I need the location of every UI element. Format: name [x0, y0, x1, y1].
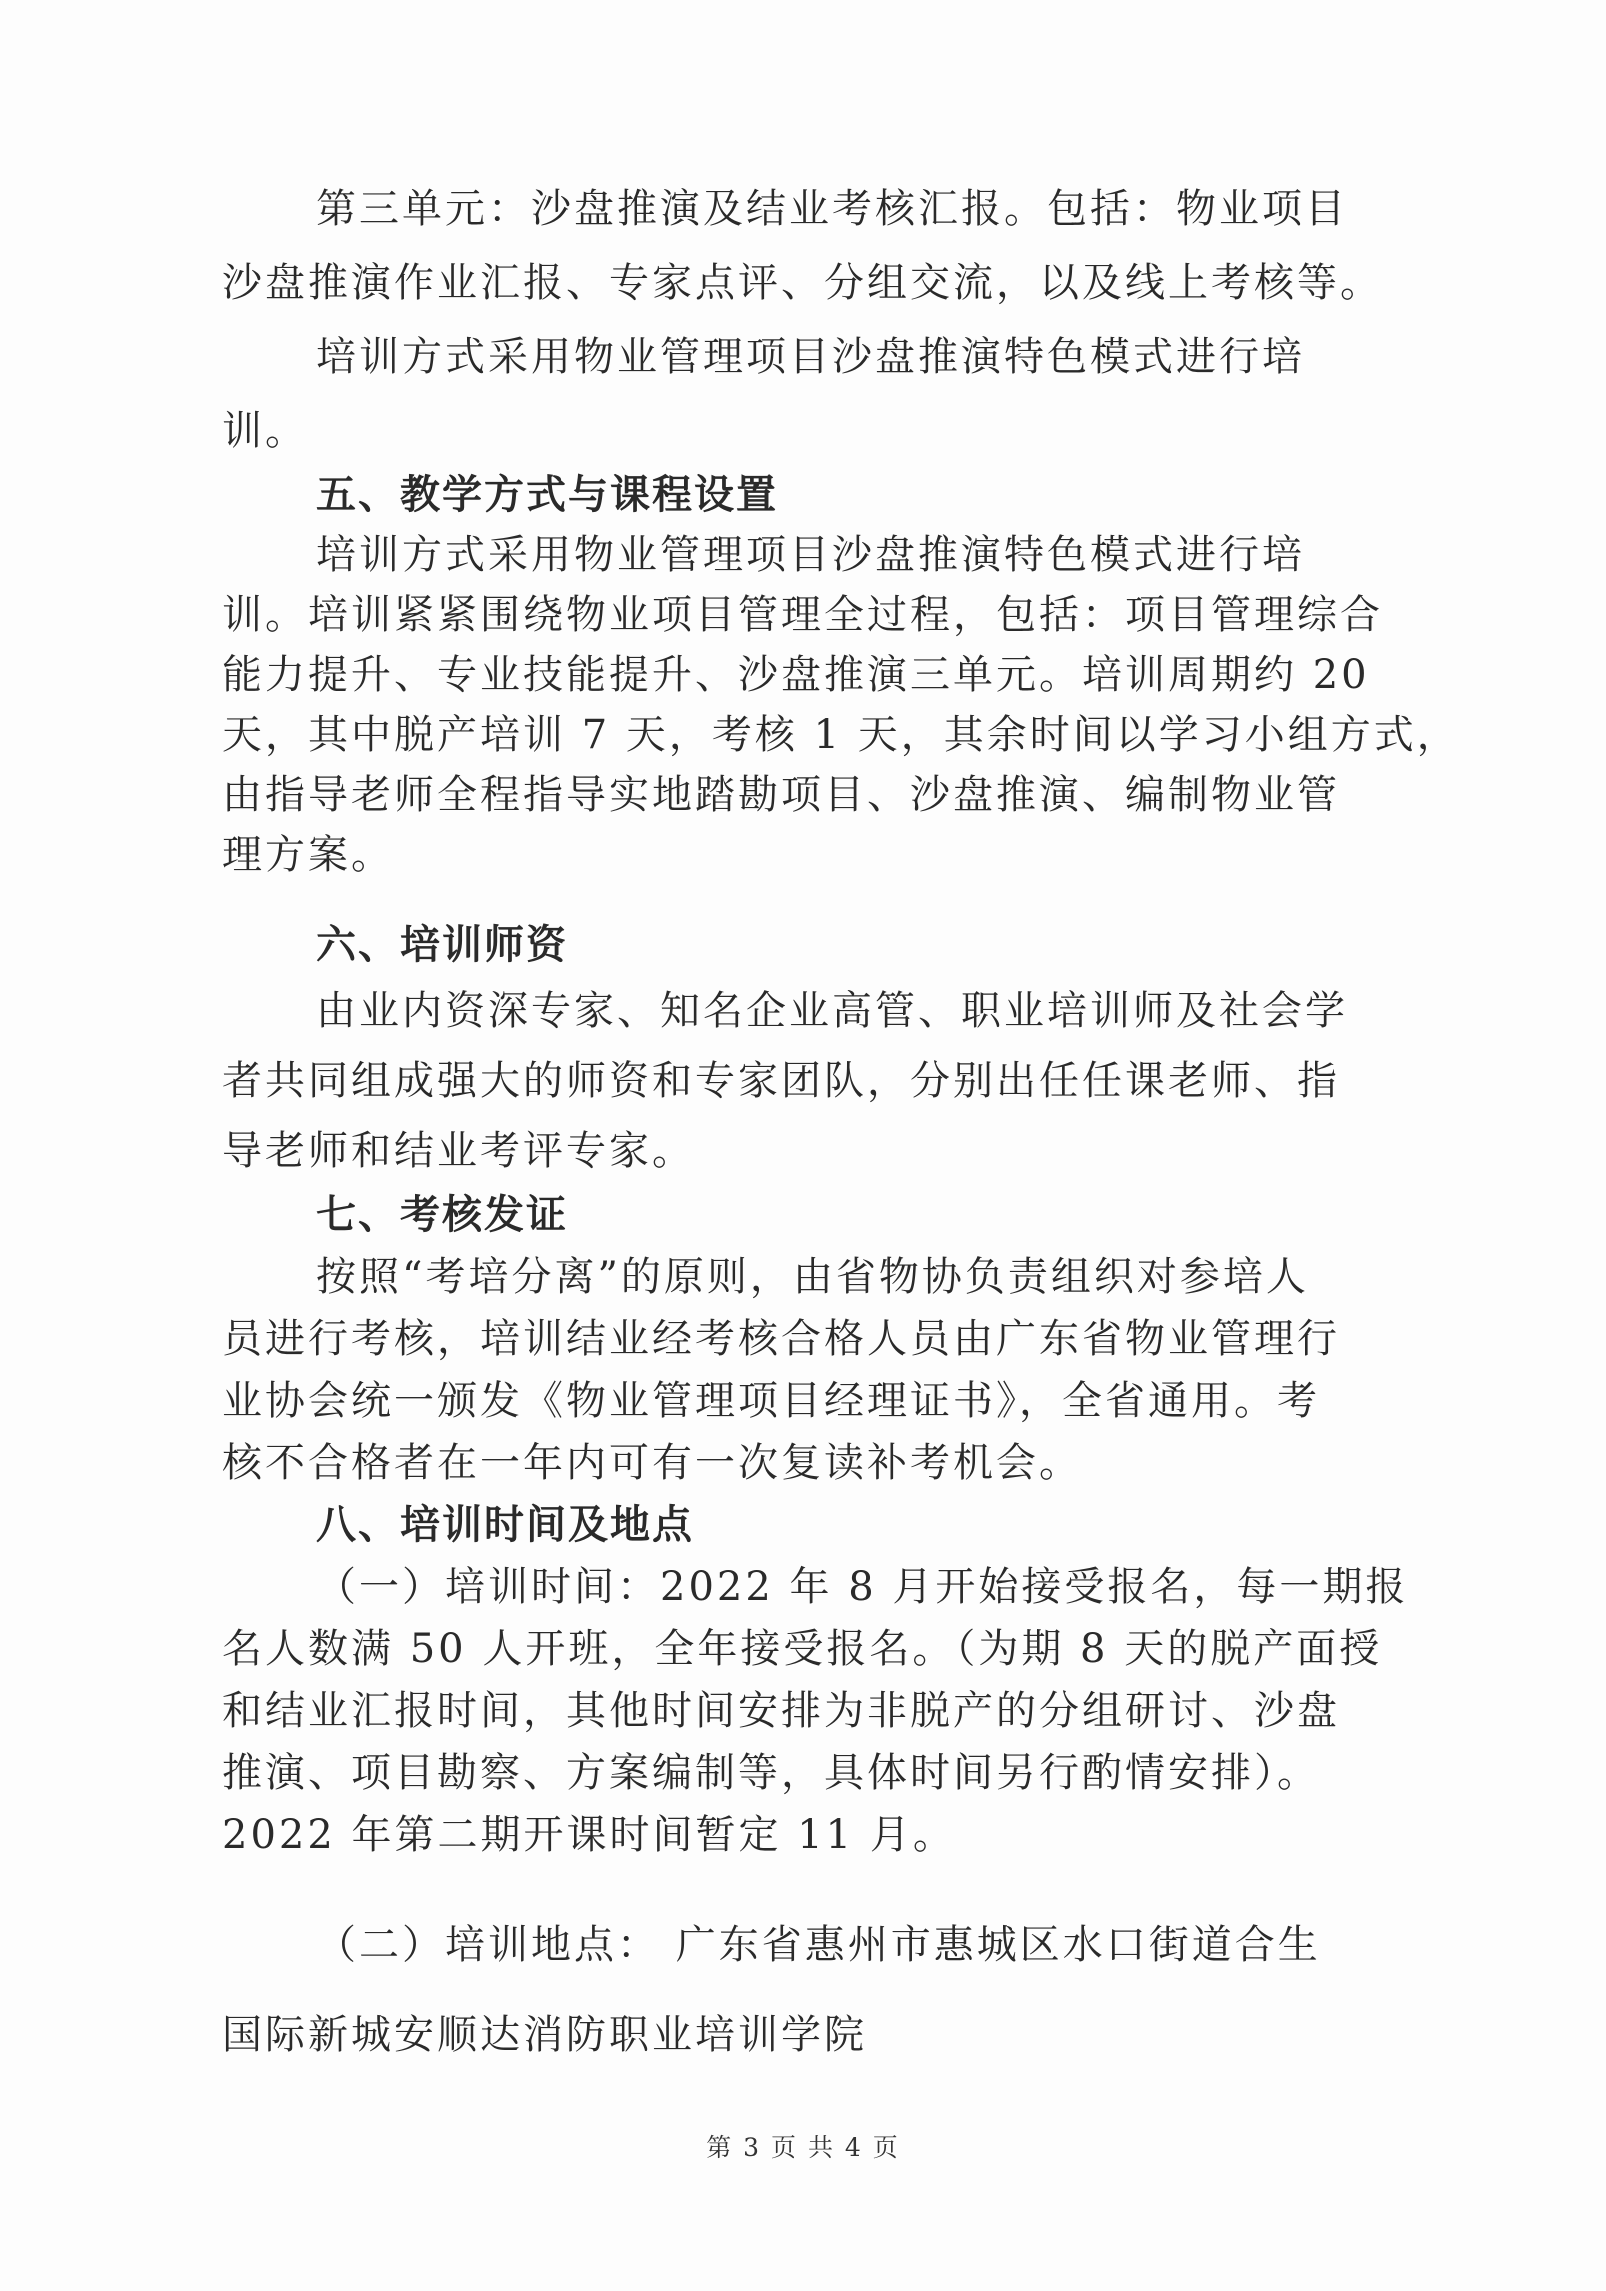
text-line: 2022 年第二期开课时间暂定 11 月。 [222, 1812, 956, 1858]
text-line: 导老师和结业考评专家。 [222, 1128, 695, 1174]
text-line: 者共同组成强大的师资和专家团队，分别出任任课老师、指 [222, 1058, 1340, 1104]
text-line: 员进行考核，培训结业经考核合格人员由广东省物业管理行 [222, 1316, 1340, 1362]
page-number: 第 3 页 共 4 页 [706, 2133, 900, 2162]
text-line: 培训方式采用物业管理项目沙盘推演特色模式进行培 [316, 334, 1305, 380]
text-line: 按照“考培分离”的原则，由省物协负责组织对参培人 [316, 1254, 1309, 1300]
text-line: 沙盘推演作业汇报、专家点评、分组交流，以及线上考核等。 [222, 260, 1383, 306]
section-heading: 七、考核发证 [316, 1192, 568, 1238]
section-heading: 六、培训师资 [316, 922, 568, 968]
section-heading: 五、教学方式与课程设置 [316, 472, 778, 518]
text-line: 国际新城安顺达消防职业培训学院 [222, 2012, 867, 2058]
text-line: 由指导老师全程指导实地踏勘项目、沙盘推演、编制物业管 [222, 772, 1340, 818]
text-line: 训。 [222, 408, 308, 454]
text-line: 业协会统一颁发《物业管理项目经理证书》，全省通用。考 [222, 1378, 1320, 1424]
text-line: 由业内资深专家、知名企业高管、职业培训师及社会学 [316, 988, 1348, 1034]
text-line: （一）培训时间：2022 年 8 月开始接受报名，每一期报 [316, 1564, 1409, 1610]
text-line: 培训方式采用物业管理项目沙盘推演特色模式进行培 [316, 532, 1305, 578]
text-line: 核不合格者在一年内可有一次复读补考机会。 [222, 1440, 1082, 1486]
text-line: 和结业汇报时间，其他时间安排为非脱产的分组研讨、沙盘 [222, 1688, 1340, 1734]
section-heading: 八、培训时间及地点 [316, 1502, 694, 1548]
text-line: 推演、项目勘察、方案编制等，具体时间另行酌情安排）。 [222, 1750, 1320, 1796]
text-line: 能力提升、专业技能提升、沙盘推演三单元。培训周期约 20 [222, 652, 1370, 698]
text-line: （二）培训地点： 广东省惠州市惠城区水口街道合生 [316, 1922, 1321, 1968]
text-line: 理方案。 [222, 832, 394, 878]
text-line: 第三单元：沙盘推演及结业考核汇报。包括：物业项目 [316, 186, 1348, 232]
text-line: 名人数满 50 人开班，全年接受报名。（为期 8 天的脱产面授 [222, 1626, 1383, 1672]
text-line: 训。培训紧紧围绕物业项目管理全过程，包括：项目管理综合 [222, 592, 1383, 638]
text-line: 天，其中脱产培训 7 天，考核 1 天，其余时间以学习小组方式， [222, 712, 1460, 758]
